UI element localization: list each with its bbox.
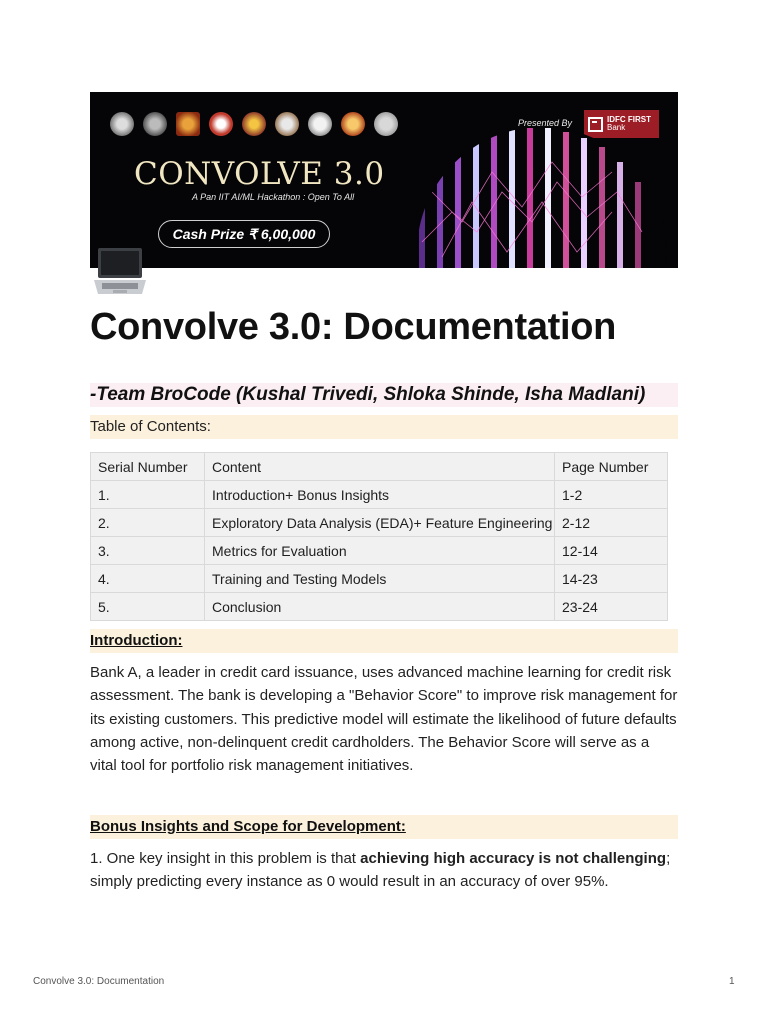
table-header-cell: Serial Number: [91, 453, 205, 481]
table-cell: 2-12: [555, 509, 668, 537]
presented-by-label: Presented By: [518, 118, 573, 128]
table-header-row: [91, 453, 668, 481]
table-cell: 1.: [91, 481, 205, 509]
footer-page-number: 1: [729, 976, 735, 987]
table-cell: Metrics for Evaluation: [205, 537, 555, 565]
bonus-paragraph-1: [90, 847, 680, 894]
table-cell: Introduction+ Bonus Insights: [205, 481, 555, 509]
iit-emblem-icon: [242, 112, 266, 136]
iit-emblem-icon: [341, 112, 365, 136]
iit-emblem-icon: [308, 112, 332, 136]
bonus-p1-bold: achieving high accuracy is not challenging: [360, 850, 667, 867]
neural-art-graphic: [382, 92, 678, 268]
table-cell: 2.: [91, 509, 205, 537]
table-header-cell: Page Number: [555, 453, 668, 481]
sponsor-name-bank: Bank: [607, 123, 626, 132]
table-cell: 23-24: [555, 593, 668, 621]
table-cell: 12-14: [555, 537, 668, 565]
hackathon-banner: [90, 92, 678, 268]
introduction-heading-text: Introduction:: [90, 632, 183, 649]
sponsor-name: IDFC FIRST: [607, 115, 651, 124]
banner-subtitle: A Pan IIT AI/ML Hackathon : Open To All: [192, 192, 355, 202]
bonus-p1-end: ; simply predicting every instance as 0 would result in an accuracy of over 95%.: [90, 850, 671, 891]
page-title: Convolve 3.0: Documentation: [90, 306, 617, 348]
table-row: [91, 481, 668, 509]
table-row: [91, 593, 668, 621]
table-cell: Training and Testing Models: [205, 565, 555, 593]
table-row: [91, 565, 668, 593]
iit-emblem-icon: [176, 112, 200, 136]
iit-emblem-icon: [209, 112, 233, 136]
table-cell: Conclusion: [205, 593, 555, 621]
cash-prize-badge: Cash Prize ₹ 6,00,000: [158, 220, 330, 248]
iit-emblem-icon: [275, 112, 299, 136]
team-line: -Team BroCode (Kushal Trivedi, Shloka Shinde, Isha Madlani): [90, 383, 678, 407]
introduction-body: Bank A, a leader in credit card issuance, uses advanced machine learning for credit risk assessment. The bank is developing a "Behavior Score" to improve risk management for its existing customers. This predictive model will estimate the likelihood of future defaults among active, non-delinquent credit cardholders. The Behavior Score will serve as a vital tool for portfolio risk management initiatives.: [90, 664, 678, 775]
bonus-heading-text: Bonus Insights and Scope for Development:: [90, 818, 406, 835]
iit-emblem-icon: [143, 112, 167, 136]
toc-table: [90, 452, 668, 621]
table-header-cell: Content: [205, 453, 555, 481]
table-cell: 4.: [91, 565, 205, 593]
table-cell: Exploratory Data Analysis (EDA)+ Feature Engineering: [205, 509, 555, 537]
table-row: [91, 509, 668, 537]
bonus-p1-start: 1. One key insight in this problem is that: [90, 850, 361, 867]
laptop-icon: [92, 242, 148, 298]
footer-doc-title: Convolve 3.0: Documentation: [33, 976, 165, 987]
institute-logos: [110, 112, 398, 136]
table-cell: 1-2: [555, 481, 668, 509]
table-cell: 14-23: [555, 565, 668, 593]
banner-title: CONVOLVE 3.0: [134, 156, 385, 192]
iit-emblem-icon: [110, 112, 134, 136]
bonus-heading: [90, 815, 678, 839]
introduction-heading: [90, 629, 678, 653]
table-row: [91, 537, 668, 565]
toc-heading: Table of Contents:: [90, 415, 678, 439]
table-cell: 5.: [91, 593, 205, 621]
table-cell: 3.: [91, 537, 205, 565]
